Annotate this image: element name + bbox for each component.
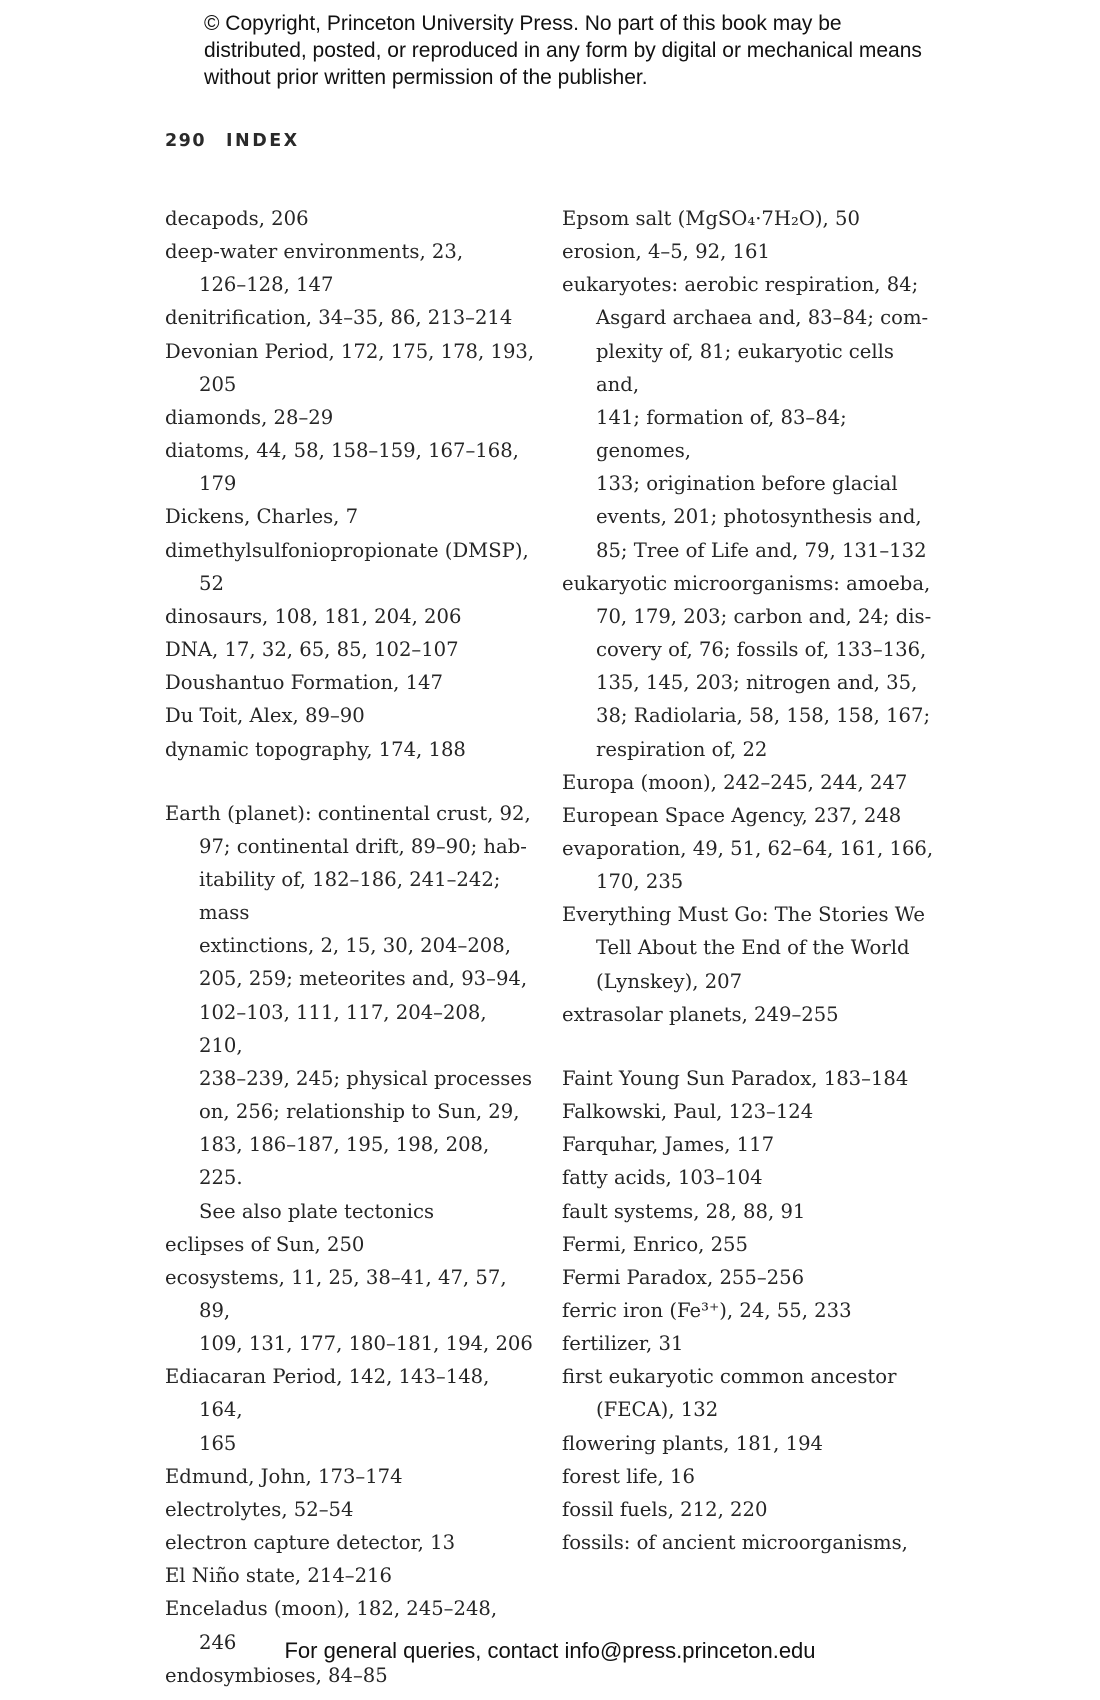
- index-entry: dimethylsulfoniopropionate (DMSP), 52: [165, 538, 529, 595]
- footer-contact: For general queries, contact info@press.princeton.edu: [284, 1638, 816, 1663]
- index-entry: ecosystems, 11, 25, 38–41, 47, 57, 89, 109, 131, 177, 180–181, 194, 206: [165, 1265, 533, 1356]
- index-entry: DNA, 17, 32, 65, 85, 102–107: [165, 638, 459, 662]
- index-entry: fossil fuels, 212, 220: [562, 1497, 768, 1521]
- index-entry: dynamic topography, 174, 188: [165, 737, 466, 761]
- index-entry: fatty acids, 103–104: [562, 1166, 763, 1190]
- index-entry: Epsom salt (MgSO₄·7H₂O), 50: [562, 207, 860, 230]
- index-entry: endosymbioses, 84–85: [165, 1663, 388, 1687]
- index-entry: European Space Agency, 237, 248: [562, 803, 902, 827]
- index-entry: fossils: of ancient microorganisms,: [562, 1531, 908, 1555]
- index-entry: flowering plants, 181, 194: [562, 1431, 824, 1455]
- index-entry: fertilizer, 31: [562, 1332, 684, 1356]
- index-entry: diamonds, 28–29: [165, 405, 334, 429]
- index-entry: Ediacaran Period, 142, 143–148, 164, 165: [165, 1365, 490, 1455]
- index-entry: Earth (planet): continental crust, 92, 97; continental drift, 89–90; hab- itability of, 182–186, 241–242; mass extinctions, 2, 15, 30, 204–208, 205, 259; meteorites and, 93–94, 102–103, 111, 117, 204–208, 210, 238–239, 245; physical processes on, 256; relationship to Sun, 29, 183, 186–187, 195, 198, 208, 225. See also plate tectonics: [165, 801, 533, 1223]
- index-entry: Falkowski, Paul, 123–124: [562, 1100, 814, 1124]
- index-entry: Everything Must Go: The Stories We Tell About the End of the World (Lynskey), 207: [562, 903, 925, 993]
- index-entry: eclipses of Sun, 250: [165, 1232, 365, 1256]
- index-entry: Du Toit, Alex, 89–90: [165, 704, 365, 728]
- copyright-notice: © Copyright, Princeton University Press. No part of this book may be distributed, posted, or reproduced in any form by digital or mechanical means without prior written permission of the publisher.: [204, 12, 922, 89]
- index-entry: electrolytes, 52–54: [165, 1497, 354, 1521]
- index-entry: erosion, 4–5, 92, 161: [562, 240, 770, 264]
- index-entry: diatoms, 44, 58, 158–159, 167–168, 179: [165, 439, 519, 496]
- index-entry: El Niño state, 214–216: [165, 1564, 392, 1588]
- index-entry: extrasolar planets, 249–255: [562, 1002, 839, 1026]
- index-entry: Edmund, John, 173–174: [165, 1464, 403, 1488]
- index-entry: Doushantuo Formation, 147: [165, 671, 443, 695]
- index-entry: denitrification, 34–35, 86, 213–214: [165, 306, 513, 330]
- index-entry: Fermi Paradox, 255–256: [562, 1265, 805, 1289]
- index-entry: eukaryotes: aerobic respiration, 84; Asgard archaea and, 83–84; com- plexity of, 81; eukaryotic cells and, 141; formation of, 83–84; genomes, 133; origination before glacial events, 201; photosynthesis and, 85; Tree of Life and, 79, 131–132: [562, 273, 929, 562]
- index-entry: Enceladus (moon), 182, 245–248, 246: [165, 1597, 498, 1654]
- index-column-left: [165, 202, 535, 1692]
- index-entry: evaporation, 49, 51, 62–64, 161, 166, 170, 235: [562, 836, 934, 894]
- index-entry: deep-water environments, 23, 126–128, 147: [165, 240, 464, 297]
- index-entry: electron capture detector, 13: [165, 1531, 456, 1555]
- index-entry: Faint Young Sun Paradox, 183–184: [562, 1066, 909, 1090]
- index-entry: ferric iron (Fe³⁺), 24, 55, 233: [562, 1299, 852, 1322]
- index-column-right: [562, 202, 942, 1559]
- index-entry: Dickens, Charles, 7: [165, 505, 359, 529]
- section-title: INDEX: [226, 131, 300, 151]
- index-entry: Fermi, Enrico, 255: [562, 1232, 748, 1256]
- index-entry: fault systems, 28, 88, 91: [562, 1199, 806, 1223]
- index-entry: eukaryotic microorganisms: amoeba, 70, 179, 203; carbon and, 24; dis- covery of, 76; fossils of, 133–136, 135, 145, 203; nitrogen and, 35, 38; Radiolaria, 58, 158, 158, 167; respiration of, 22: [562, 571, 932, 761]
- index-entry: decapods, 206: [165, 207, 309, 230]
- index-entry: Europa (moon), 242–245, 244, 247: [562, 770, 908, 794]
- index-entry: forest life, 16: [562, 1464, 695, 1488]
- index-entry: Farquhar, James, 117: [562, 1133, 775, 1157]
- index-entry: first eukaryotic common ancestor (FECA), 132: [562, 1365, 897, 1422]
- index-entry: Devonian Period, 172, 175, 178, 193, 205: [165, 339, 535, 396]
- running-head: [165, 131, 300, 151]
- page-number: 290: [165, 131, 207, 151]
- index-entry: dinosaurs, 108, 181, 204, 206: [165, 604, 462, 628]
